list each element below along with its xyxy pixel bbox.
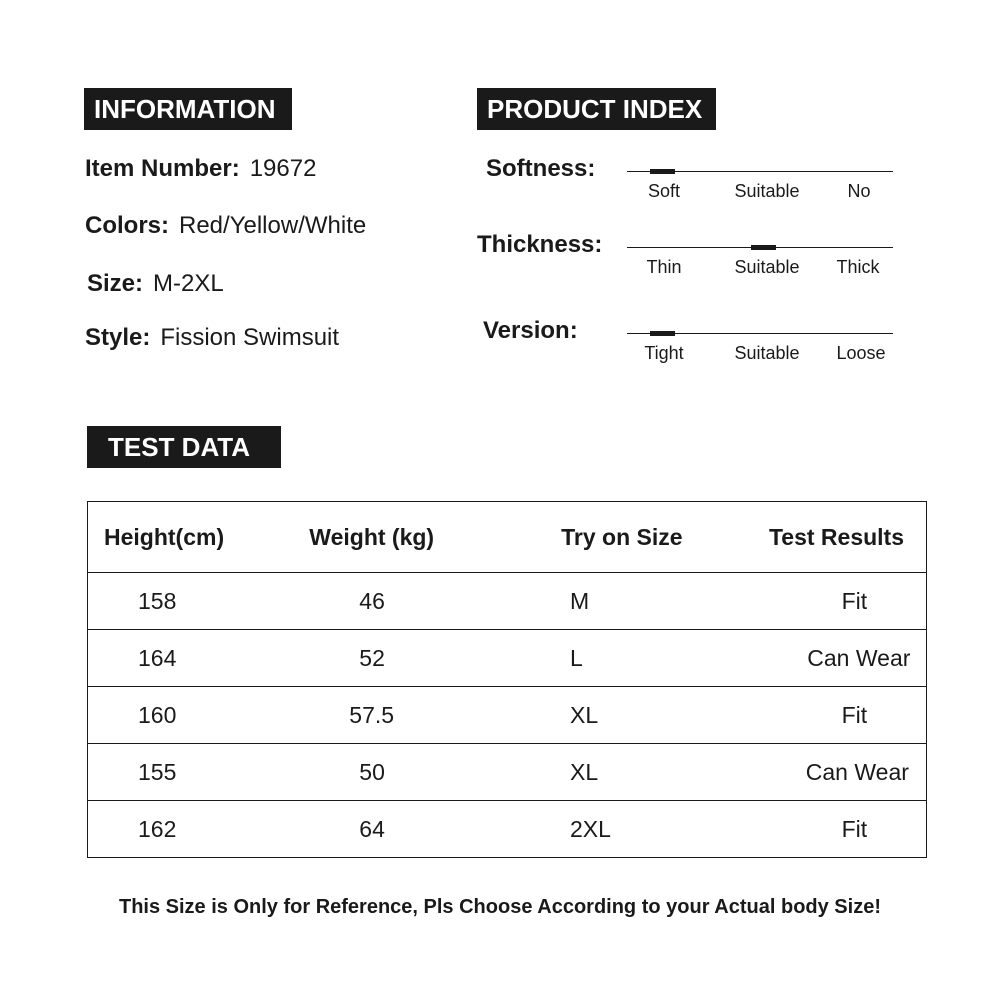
softness-option-soft: Soft — [647, 181, 681, 201]
cell-height: 160 — [138, 701, 177, 728]
product-index-header: PRODUCT INDEX — [477, 88, 716, 130]
test-data-table — [87, 501, 927, 858]
thickness-option-suitable: Suitable — [734, 257, 800, 277]
table-row — [88, 630, 927, 687]
softness-option-suitable: Suitable — [734, 181, 800, 201]
table-row — [88, 573, 927, 630]
softness-label: Softness: — [486, 155, 596, 182]
cell-height: 164 — [138, 644, 177, 671]
size-row — [87, 270, 224, 298]
column-header-results: Test Results — [768, 523, 904, 550]
version-option-tight: Tight — [644, 343, 684, 363]
table-row — [88, 801, 927, 858]
thickness-option-thick: Thick — [836, 257, 880, 277]
table-row — [88, 687, 927, 744]
size-label: Size: — [87, 270, 144, 297]
column-header-weight: Weight (kg) — [309, 523, 435, 550]
cell-size: XL — [569, 758, 599, 785]
item-number-label: Item Number: — [85, 155, 240, 182]
style-label: Style: — [85, 324, 151, 351]
size-reference-note: This Size is Only for Reference, Pls Choose According to your Actual body Size! — [118, 896, 881, 918]
cell-height: 158 — [138, 587, 177, 614]
cell-size: XL — [569, 701, 599, 728]
version-option-loose: Loose — [836, 343, 886, 363]
column-header-height: Height(cm) — [104, 523, 225, 550]
cell-result: Fit — [841, 701, 868, 728]
style-value: Fission Swimsuit — [160, 324, 340, 351]
thickness-option-thin: Thin — [646, 257, 682, 277]
cell-size: M — [569, 587, 590, 614]
cell-result: Fit — [841, 815, 868, 842]
information-header: INFORMATION — [84, 88, 292, 130]
test-data-header: TEST DATA — [87, 426, 281, 468]
size-value: M-2XL — [153, 270, 224, 297]
cell-result: Can Wear — [807, 644, 911, 671]
cell-weight: 64 — [359, 815, 385, 842]
table-header-row — [88, 502, 927, 573]
softness-scale-marker — [650, 169, 675, 174]
cell-weight: 46 — [359, 587, 385, 614]
version-option-suitable: Suitable — [734, 343, 800, 363]
version-scale-marker — [650, 331, 675, 336]
colors-row — [85, 212, 366, 240]
colors-value: Red/Yellow/White — [179, 212, 367, 239]
cell-size: L — [569, 644, 583, 671]
table-row — [88, 744, 927, 801]
cell-size: 2XL — [569, 815, 611, 842]
cell-weight: 52 — [359, 644, 385, 671]
thickness-label: Thickness: — [477, 231, 603, 258]
thickness-scale-marker — [751, 245, 776, 250]
cell-result: Can Wear — [805, 758, 909, 785]
item-number-row — [85, 155, 316, 183]
item-number-value: 19672 — [249, 155, 317, 182]
column-header-size: Try on Size — [561, 523, 683, 550]
cell-height: 155 — [138, 758, 177, 785]
cell-result: Fit — [841, 587, 868, 614]
style-row — [85, 324, 339, 352]
softness-option-no: No — [847, 181, 871, 201]
cell-height: 162 — [138, 815, 177, 842]
colors-label: Colors: — [85, 212, 169, 239]
cell-weight: 57.5 — [349, 701, 395, 728]
version-label: Version: — [483, 317, 578, 344]
cell-weight: 50 — [359, 758, 385, 785]
